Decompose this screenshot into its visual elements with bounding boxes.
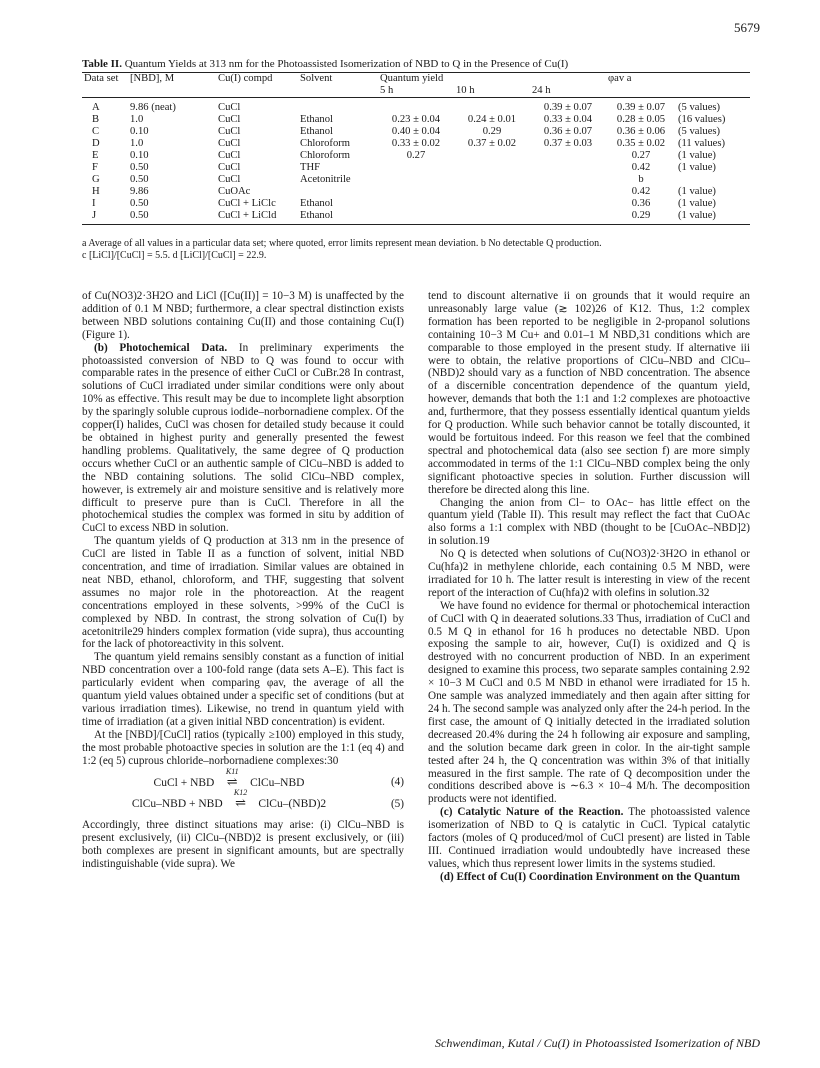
cell-cu: CuCl + LiClc xyxy=(218,198,276,209)
section-c-heading: (c) Catalytic Nature of the Reaction. xyxy=(440,806,624,819)
cell-h24 xyxy=(530,210,606,225)
cell-nbd: 1.0 xyxy=(130,138,144,149)
cell-h5: 0.33 ± 0.02 xyxy=(391,138,441,149)
cell-h24 xyxy=(530,174,606,186)
left-paragraph-3: The quantum yields of Q production at 313 nm in the presence of CuCl are listed in Table II as a function of solvent, initial NBD concentration, and time of irradiation. Similar values are obtained in neat NBD, ethanol, chloroform, and THF, suggesting that solvent assumes no major role in the photoreaction. At the reagent concentrations employed in these solvents, >99% of the CuCl is complexed by NBD. In contrast, the strong solvation of Cu(I) by acetonitrile29 hinders complex formation (vide supra), thus accounting for the lack of photoreactivity in this solvent. xyxy=(82,535,404,651)
cell-cu: CuCl xyxy=(218,174,241,185)
cell-cu: CuCl xyxy=(218,114,241,125)
right-paragraph-5 xyxy=(428,806,750,871)
cell-n: (1 value) xyxy=(678,162,716,173)
cell-phi: 0.42 xyxy=(631,186,651,197)
cell-nbd: 9.86 xyxy=(130,186,149,197)
cell-phi: 0.39 ± 0.07 xyxy=(616,102,666,113)
section-b-heading: (b) Photochemical Data. xyxy=(94,341,228,354)
cell-h10 xyxy=(454,210,530,225)
left-paragraph-6: Accordingly, three distinct situations may arise: (i) ClCu–NBD is present exclusively, (ii) ClCu–(NBD)2 is present exclusively, or (iii) both complexes are present in significant amounts, but are spectrally indistinguishable (vide supra). We xyxy=(82,819,404,871)
cell-h5: 0.27 xyxy=(406,150,426,161)
cell-n: (5 values) xyxy=(678,126,721,137)
cell-n: (5 values) xyxy=(678,102,721,113)
header-quantum-yield: Quantum yield xyxy=(378,73,606,86)
right-paragraph-2: Changing the anion from Cl− to OAc− has little effect on the quantum yield (Table II). This result may reflect the fact that CuOAc also forms a 1:1 complex with NBD (thought to be [CuOAc–NBD]2) in solution.19 xyxy=(428,496,750,548)
cell-nbd: 9.86 (neat) xyxy=(130,102,176,113)
cell-nbd: 0.50 xyxy=(128,210,216,225)
table-caption-label: Table II. xyxy=(82,58,122,70)
cell-phi: 0.36 xyxy=(631,198,651,209)
cell-set: D xyxy=(92,138,100,149)
cell-solvent: Ethanol xyxy=(300,198,333,209)
cell-h10: 0.24 ± 0.01 xyxy=(467,114,517,125)
cell-h10 xyxy=(454,198,530,210)
cell-cu: CuCl xyxy=(218,126,241,137)
cell-n: (1 value) xyxy=(678,186,716,197)
table-row xyxy=(82,162,750,174)
table-row xyxy=(82,186,750,198)
cell-cu: CuCl xyxy=(218,138,241,149)
cell-h5 xyxy=(378,198,454,210)
running-footer: Schwendiman, Kutal / Cu(I) in Photoassisted Isomerization of NBD xyxy=(435,1036,760,1050)
cell-phi: 0.27 xyxy=(631,150,651,161)
cell-phi: b xyxy=(638,174,644,185)
cell-cu: CuCl xyxy=(218,162,241,173)
cell-h5 xyxy=(378,162,454,174)
cell-phi: 0.42 xyxy=(631,162,651,173)
table-row xyxy=(82,126,750,138)
table-row xyxy=(82,210,750,225)
table-row xyxy=(82,138,750,150)
cell-cu: CuOAc xyxy=(218,186,251,197)
cell-h5 xyxy=(378,186,454,198)
cell-set: J xyxy=(82,210,128,225)
cell-n: (11 values) xyxy=(678,138,725,149)
cell-solvent xyxy=(298,186,378,198)
eq4-number: (4) xyxy=(390,776,404,789)
cell-n: (16 values) xyxy=(678,114,726,125)
footnote-line-2: c [LiCl]/[CuCl] = 5.5. d [LiCl]/[CuCl] = 22.9. xyxy=(82,250,267,261)
cell-set: E xyxy=(92,150,99,161)
cell-phi: 0.28 ± 0.05 xyxy=(616,114,666,125)
cell-h10 xyxy=(454,186,530,198)
table-row xyxy=(82,198,750,210)
cell-solvent: Chloroform xyxy=(300,150,351,161)
cell-h5: 0.40 ± 0.04 xyxy=(391,126,441,137)
cell-set: A xyxy=(92,102,100,113)
cell-nbd: 0.10 xyxy=(130,126,149,137)
right-column xyxy=(428,290,750,884)
right-paragraph-1: tend to discount alternative ii on grounds that it would require an unreasonably large value (≳ 102)26 of K12. Thus, 1:2 complex formation has been reported to be negligible in 2-propanol solutions containing 10−3 M Cu+ and 0.01–1 M NBD,31 conditions which are comparable to those employed in the present study. If alternative iii were to obtain, the relative proportions of ClCu–NBD and ClCu–(NBD)2 should vary as a function of NBD concentration. The absence of a discernible concentration dependence of the quantum yield, however, demands that both the 1:1 and 1:2 complexes are photoactive and, furthermore, that they possess essentially identical quantum yields for Q production. While such behavior cannot be totally discounted, it would be fortuitous indeed. For this reason we feel that the combined spectral and photochemical data (also see section f) are more simply accommodated in terms of the 1:1 ClCu–NBD complex being the only significant photoactive species in solution. Further discussion will therefore be directed along this line. xyxy=(428,290,750,496)
cell-nbd: 0.50 xyxy=(130,198,149,209)
cell-h5 xyxy=(378,98,454,115)
table-row xyxy=(82,98,750,115)
cell-n xyxy=(676,174,750,186)
cell-h10: 0.37 ± 0.02 xyxy=(467,138,517,149)
section-b-text: In preliminary experiments the photoassisted conversion of NBD to Q was found to occur with comparable rates in the presence of either CuCl or CuBr.28 In contrast, solutions of CuCl irradiated under similar conditions were only about 10% as effective. This result may be due to incomplete light absorption by the sparingly soluble cuprous iodide–norbornadiene complex. Of the copper(I) halides, CuCl was chosen for detailed study because it could be obtained in highest purity and generally presented the fewest handling problems. Qualitatively, the same degree of Q production occurs whether CuCl or an authentic sample of ClCu–NBD is added to the NBD containing solutions. The solid ClCu–NBD complex, however, is extremely air and moisture sensitive and is relatively more difficult to preserve pure than is CuCl. Therefore in all the photochemical studies the complex was formed in situ by addition of CuCl to excess NBD in solution. xyxy=(82,341,404,535)
right-paragraph-6 xyxy=(428,871,750,884)
table-row xyxy=(82,114,750,126)
cell-set: B xyxy=(92,114,100,125)
left-paragraph-5: At the [NBD]/[CuCl] ratios (typically ≥100) employed in this study, the most probable photoactive species in solution are the 1:1 (eq 4) and 1:2 (eq 5) cuprous chloride–norbornadiene complexes:30 xyxy=(82,728,404,767)
left-paragraph-2 xyxy=(82,342,404,536)
eq5-constant: K12 xyxy=(233,788,248,798)
cell-n: (1 value) xyxy=(676,210,750,225)
eq5-number: (5) xyxy=(390,797,404,810)
eq4-constant: K11 xyxy=(225,766,239,776)
cell-h24 xyxy=(530,150,606,162)
cell-solvent: Acetonitrile xyxy=(300,174,351,185)
eq5-left: ClCu–NBD + NBD xyxy=(131,798,223,811)
footnote-line-1: a Average of all values in a particular data set; where quoted, error limits represent mean deviation. b No detectable Q production. xyxy=(82,238,602,249)
cell-set: H xyxy=(92,186,100,197)
left-paragraph-4: The quantum yield remains sensibly constant as a function of initial NBD concentration over a 100-fold range (data sets A–E). This fact is particularly evident when comparing φav, the average of all the quantum yield values obtained under a specific set of conditions (but at various irradiation times). Likewise, no trend in quantum yield with time of irradiation (at a given initial NBD concentration) is evident. xyxy=(82,651,404,728)
header-24h: 24 h xyxy=(530,85,606,98)
cell-h24 xyxy=(530,162,606,174)
eq5-right: ClCu–(NBD)2 xyxy=(258,798,327,811)
section-c-text: The photoassisted valence isomerization of NBD to Q is catalytic in CuCl. Typical catalytic factors (moles of Q produced/mol of CuCl present) are listed in Table III. Continued irradiation would undoubtedly have increased these values, which thus represent lower limits in the systems studied. xyxy=(428,806,751,870)
header-phi: φav a xyxy=(606,73,750,86)
cell-nbd: 0.50 xyxy=(130,162,149,173)
eq4-right: ClCu–NBD xyxy=(250,776,305,789)
left-paragraph-1: of Cu(NO3)2·3H2O and LiCl ([Cu(II)] = 10−3 M) is unaffected by the addition of 0.1 M NBD; furthermore, a clear spectral distinction exists between NBD solutions containing Cu(II) and those containing Cu(I) (Figure 1). xyxy=(82,290,404,341)
left-column xyxy=(82,290,404,871)
cell-h10 xyxy=(454,174,530,186)
cell-nbd: 1.0 xyxy=(130,114,144,125)
cell-h10 xyxy=(454,98,530,115)
cell-h24: 0.37 ± 0.03 xyxy=(543,138,593,149)
cell-h5 xyxy=(378,210,454,225)
cell-solvent xyxy=(298,98,378,115)
right-paragraph-4: We have found no evidence for thermal or photochemical interaction of CuCl with Q in deaerated solutions.33 Thus, irradiation of CuCl and 0.5 M Q in ethanol for 16 h produces no detectable NBD. Upon exposing the sample to air, however, Cu(I) is oxidized and Q is destroyed with no concurrent production of NBD. In an experiment designed to examine this process, two separate samples containing 2.92 × 10−3 M CuCl and 0.5 M NBD in ethanol were irradiated for 15 h. One sample was analyzed immediately and then again after sitting for 24 h. The second sample was analyzed only after the 24-h period. In the first case, the amount of Q initially detected in the irradiated solution decreased 20.4% during the 24 h following air exposure and sampling, and the solution became dark green in color. In the air-tight sample tested after 24 h, the Q concentration was within 3% of that initially measured in the first sample. The rate of Q decomposition under the conditions described above is ∼6.3 × 10−4 M/h. The decomposition products were not identified. xyxy=(428,599,750,806)
cell-h24: 0.36 ± 0.07 xyxy=(543,126,593,137)
cell-cu: CuCl xyxy=(218,150,241,161)
cell-solvent: Ethanol xyxy=(300,126,333,137)
cell-set: F xyxy=(92,162,98,173)
cell-solvent: Chloroform xyxy=(300,138,351,149)
cell-cu: CuCl xyxy=(218,102,241,113)
table-caption xyxy=(82,58,750,70)
section-d-heading: (d) Effect of Cu(I) Coordination Environment on the Quantum xyxy=(440,870,741,883)
eq4-left: CuCl + NBD xyxy=(153,776,215,789)
header-nbd: [NBD], M xyxy=(128,73,216,86)
cell-phi: 0.36 ± 0.06 xyxy=(616,126,666,137)
cell-h5 xyxy=(378,174,454,186)
cell-nbd: 0.50 xyxy=(130,174,149,185)
equation-5 xyxy=(82,788,404,811)
cell-nbd: 0.10 xyxy=(130,150,149,161)
cell-h24 xyxy=(530,198,606,210)
table-row xyxy=(82,150,750,162)
table-caption-text: Quantum Yields at 313 nm for the Photoassisted Isomerization of NBD to Q in the Presence of Cu(I) xyxy=(121,58,569,70)
cell-n: (1 value) xyxy=(678,150,716,161)
header-cu: Cu(I) compd xyxy=(216,73,298,86)
header-5h: 5 h xyxy=(378,85,454,98)
cell-h24: 0.33 ± 0.04 xyxy=(543,114,593,125)
right-paragraph-3: No Q is detected when solutions of Cu(NO3)2·3H2O in ethanol or Cu(hfa)2 in methylene chloride, each containing 0.5 M NBD, were irradiated for 10 h. The latter result is interesting in view of the recent report of the interaction of Cu(hfa)2 with olefins in solution.32 xyxy=(428,548,750,599)
equilibrium-arrow-icon: K11 ⇌ xyxy=(217,776,247,789)
cell-phi: 0.29 xyxy=(606,210,676,225)
cell-set: I xyxy=(92,198,96,209)
page-number: 5679 xyxy=(734,20,760,35)
cell-n: (1 value) xyxy=(678,198,716,209)
header-solvent: Solvent xyxy=(298,73,378,86)
cell-h24 xyxy=(530,186,606,198)
cell-h24: 0.39 ± 0.07 xyxy=(543,102,593,113)
cell-h10 xyxy=(454,150,530,162)
cell-solvent: Ethanol xyxy=(298,210,378,225)
header-10h: 10 h xyxy=(454,85,530,98)
cell-h10 xyxy=(454,162,530,174)
cell-h5: 0.23 ± 0.04 xyxy=(391,114,441,125)
cell-set: G xyxy=(92,174,100,185)
cell-phi: 0.35 ± 0.02 xyxy=(616,138,666,149)
quantum-yield-table xyxy=(82,72,750,225)
table-footnotes xyxy=(82,238,750,262)
cell-solvent: Ethanol xyxy=(300,114,333,125)
table-row xyxy=(82,174,750,186)
cell-solvent: THF xyxy=(300,162,321,173)
cell-cu: CuCl + LiCld xyxy=(216,210,298,225)
cell-set: C xyxy=(92,126,100,137)
header-data-set: Data set xyxy=(82,73,128,86)
equilibrium-arrow-icon: K12 ⇌ xyxy=(226,797,256,810)
cell-h10: 0.29 xyxy=(482,126,502,137)
